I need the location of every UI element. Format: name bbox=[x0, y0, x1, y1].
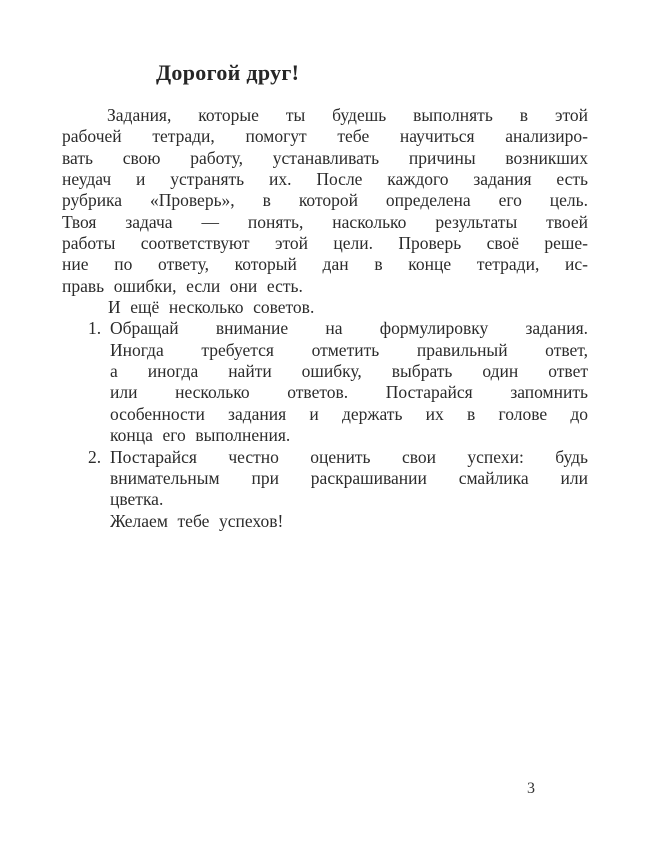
text-line: внимательным при раскрашивании смайлика или bbox=[110, 467, 588, 488]
intro-paragraph bbox=[62, 105, 588, 297]
text-block bbox=[62, 105, 588, 532]
text-line: Постарайся честно оценить свои успехи: будь bbox=[110, 446, 588, 467]
advice-item-1 bbox=[62, 318, 588, 446]
advice-item-number: 1. bbox=[88, 318, 102, 339]
advice-intro-line: И ещё несколько советов. bbox=[108, 297, 315, 318]
text-line: правь ошибки, если они есть. bbox=[62, 275, 303, 296]
text-line: Твоя задача — понять, насколько результаты твоей bbox=[62, 211, 588, 232]
text-line: рубрика «Проверь», в которой определена его цель. bbox=[62, 190, 588, 211]
text-line: Иногда требуется отметить правильный ответ, bbox=[110, 339, 588, 360]
text-line: цветка. bbox=[110, 489, 164, 510]
text-line: работы соответствуют этой цели. Проверь своё реше- bbox=[62, 233, 588, 254]
text-line: или несколько ответов. Постарайся запомнить bbox=[110, 382, 588, 403]
text-line: конца его выполнения. bbox=[110, 425, 291, 446]
advice-item-number: 2. bbox=[88, 446, 102, 467]
text-line: Задания, которые ты будешь выполнять в этой bbox=[107, 105, 588, 125]
text-line: вать свою работу, устанавливать причины возникших bbox=[62, 147, 588, 168]
text-line: неудач и устранять их. После каждого задания есть bbox=[62, 169, 588, 190]
text-line: особенности задания и держать их в голове до bbox=[110, 403, 588, 424]
text-line: рабочей тетради, помогут тебе научиться анализиро- bbox=[62, 126, 588, 147]
closing-line: Желаем тебе успехов! bbox=[110, 510, 284, 531]
text-line: ние по ответу, который дан в конце тетради, ис- bbox=[62, 254, 588, 275]
text-line: Обращай внимание на формулировку задания. bbox=[110, 318, 588, 339]
advice-list bbox=[62, 318, 588, 510]
text-line: а иногда найти ошибку, выбрать один ответ bbox=[110, 361, 588, 382]
advice-item-2 bbox=[62, 447, 588, 511]
page-number: 3 bbox=[527, 780, 535, 797]
page-title: Дорогой друг! bbox=[156, 60, 300, 85]
